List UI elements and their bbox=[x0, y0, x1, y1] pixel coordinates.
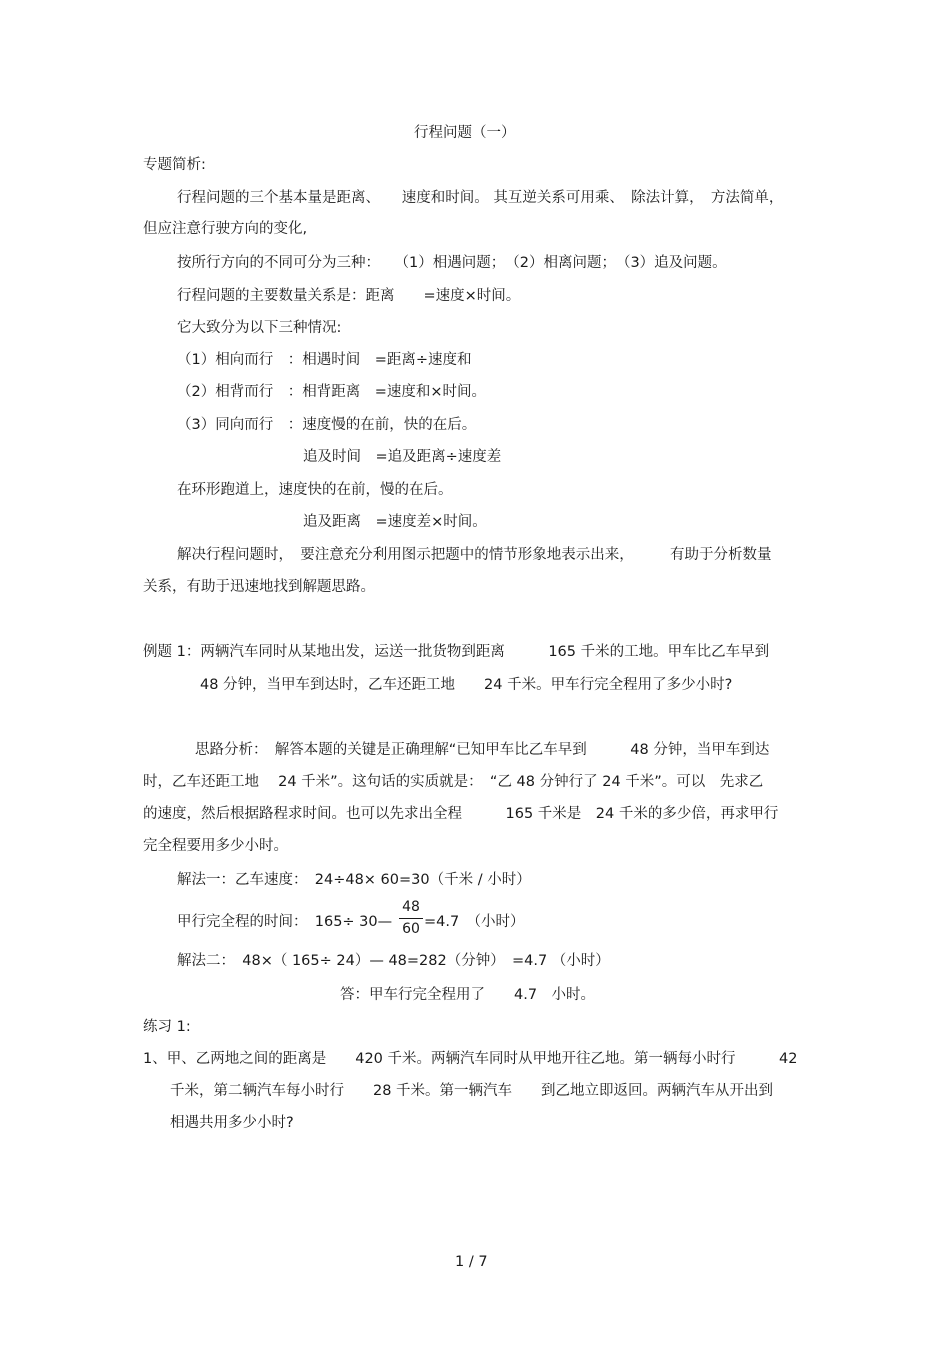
fraction-denominator: 60 bbox=[402, 921, 420, 937]
example-question: 48 分钟，当甲车到达时，乙车还距工地 24 千米。甲车行完全程用了多少小时? bbox=[200, 677, 733, 693]
paragraph-line: 但应注意行驶方向的变化, bbox=[143, 221, 308, 237]
practice-heading: 练习 1: bbox=[143, 1019, 191, 1035]
practice-line: 千米，第二辆汽车每小时行 28 千米。第一辆汽车 到乙地立即返回。两辆汽车从开出到 bbox=[170, 1083, 774, 1099]
paragraph-line: 在环形跑道上，速度快的在前，慢的在后。 bbox=[177, 482, 453, 498]
solution-line: =4.7 （小时） bbox=[424, 914, 525, 930]
page-title: 行程问题（一） bbox=[414, 125, 516, 141]
section-heading: 专题简析: bbox=[143, 157, 206, 173]
fraction-bar bbox=[399, 918, 423, 919]
analysis-line: 的速度，然后根据路程求时间。也可以先求出全程 165 千米是 24 千米的多少倍，再求甲行 bbox=[143, 806, 779, 822]
solution-line: 甲行完全程的时间： 165÷ 30— bbox=[177, 914, 393, 930]
solution-line: 解法二： 48×（ 165÷ 24）— 48=282（分钟） =4.7 （小时） bbox=[177, 953, 610, 969]
formula-line: 追及时间 =追及距离÷速度差 bbox=[303, 449, 502, 465]
practice-line: 1、甲、乙两地之间的距离是 420 千米。两辆汽车同时从甲地开往乙地。第一辆每小时行 42 bbox=[143, 1051, 798, 1067]
page-number: 1 / 7 bbox=[455, 1254, 488, 1270]
paragraph-line: 解决行程问题时， 要注意充分利用图示把题中的情节形象地表示出来， 有助于分析数量 bbox=[177, 547, 772, 563]
case-line: （3）同向而行 ：速度慢的在前，快的在后。 bbox=[177, 417, 477, 433]
fraction-numerator: 48 bbox=[402, 899, 420, 915]
case-line: （2）相背而行 ：相背距离 =速度和×时间。 bbox=[177, 384, 487, 400]
practice-line: 相遇共用多少小时? bbox=[170, 1115, 294, 1131]
example-question: 例题 1：两辆汽车同时从某地出发，运送一批货物到距离 165 千米的工地。甲车比乙车早到 bbox=[143, 644, 770, 660]
analysis-line: 完全程要用多少小时。 bbox=[143, 838, 288, 854]
paragraph-line: 关系，有助于迅速地找到解题思路。 bbox=[143, 579, 375, 595]
analysis-line: 思路分析： 解答本题的关键是正确理解“已知甲车比乙车早到 48 分钟，当甲车到达 bbox=[195, 742, 770, 758]
paragraph-line: 按所行方向的不同可分为三种： （1）相遇问题； （2）相离问题； （3）追及问题。 bbox=[177, 255, 727, 271]
analysis-line: 时，乙车还距工地 24 千米”。这句话的实质就是： “乙 48 分钟行了 24 千米”。可以 先求乙 bbox=[143, 774, 764, 790]
formula-line: 追及距离 =速度差×时间。 bbox=[303, 514, 487, 530]
case-line: （1）相向而行 ：相遇时间 =距离÷速度和 bbox=[177, 352, 472, 368]
paragraph-line: 行程问题的主要数量关系是：距离 =速度×时间。 bbox=[177, 288, 521, 304]
solution-line: 解法一：乙车速度： 24÷48× 60=30（千米 / 小时） bbox=[177, 872, 531, 888]
paragraph-line: 行程问题的三个基本量是距离、 速度和时间。 其互逆关系可用乘、 除法计算， 方法简单， bbox=[177, 190, 784, 206]
paragraph-line: 它大致分为以下三种情况: bbox=[177, 320, 342, 336]
answer-line: 答：甲车行完全程用了 4.7 小时。 bbox=[340, 987, 596, 1003]
